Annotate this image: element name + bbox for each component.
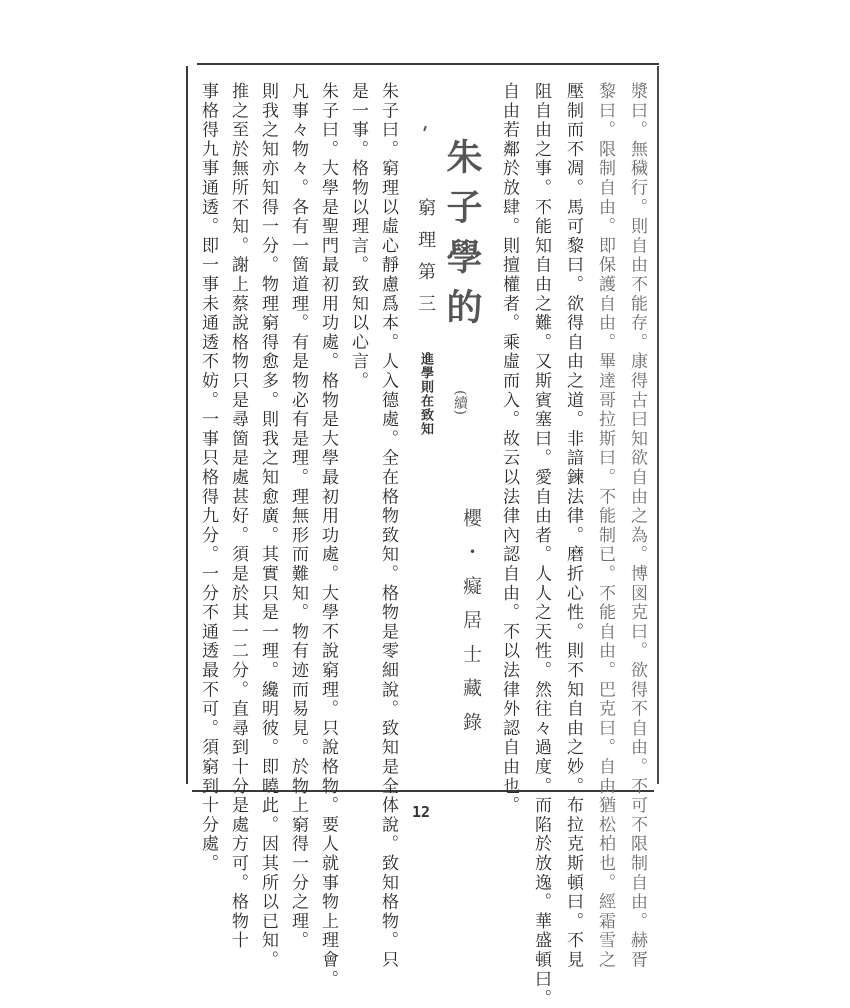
text-column: 阻自由之事。不能知自由之難。又斯賓塞曰。愛自由者。人人之天性。然往々過度。而陷於放逸。華盛頓曰。 xyxy=(531,82,551,1008)
article-title: 朱子學的 xyxy=(441,138,483,338)
chapter-heading: 窮理第三 xyxy=(415,198,436,326)
title-continued-note: (續) xyxy=(452,390,468,415)
text-column: 事格得九事通透。即一事未通透不妨。一事只格得九分。一分不通透最不可。須窮到十分處。 xyxy=(198,82,218,874)
author-credit: 櫻・癡居士藏錄 xyxy=(460,508,482,746)
ink-mark xyxy=(423,126,427,131)
frame-right-rule xyxy=(657,66,659,784)
text-column: 壓制而不凋。馬可黎曰。欲得自由之道。非諳鍊法律。磨折心性。則不知自由之妙。布拉克斯頓曰。不見 xyxy=(563,82,583,970)
frame-left-rule xyxy=(186,66,188,784)
text-column: 則我之知亦知得一分。物理窮得愈多。則我之知愈廣。其實只是一理。纔明彼。即曉此。因其所以已知。 xyxy=(258,82,278,970)
text-column: 朱子曰。大學是聖門最初用功處。格物是大學最初用功處。大學不說窮理。只說格物。要人就事物上理會。 xyxy=(318,82,338,990)
text-column: 漿曰。無穢行。則自由不能存。康得古曰知欲自由之為。博図克曰。欲得不自由。不可不限制自由。赫胥 xyxy=(627,82,647,970)
text-column: 自由若鄰於放肆。則擅權者。乘虛而入。故云以法律內認自由。不以法律外認自由也。 xyxy=(499,82,519,816)
text-column: 黎曰。限制自由。即保護自由。畢達哥拉斯曰。不能制已。不能自由。巴克曰。自由猶松柏也。經霜雪之 xyxy=(595,82,615,970)
page-number: 12 xyxy=(412,803,431,821)
frame-top-rule xyxy=(197,63,659,65)
text-column: 凡事々物々。各有一箇道理。有是物必有是理。理無形而難知。物有迹而易見。於物上窮得一分之理。 xyxy=(288,82,308,951)
text-column: 推之至於無所不知。謝上蔡說格物只是尋箇是處甚好。須是於其一二分。直尋到十分是處方可。格物十 xyxy=(228,82,248,951)
text-column: 朱子曰。窮理以虛心靜慮爲本。人入德處。全在格物致知。格物是零細說。致知是全体說。致知格物。只 xyxy=(378,82,398,970)
chapter-subheading: 進學則在致知 xyxy=(418,352,433,436)
text-column: 是一事。格物以理言。致知以心言。 xyxy=(348,82,368,391)
